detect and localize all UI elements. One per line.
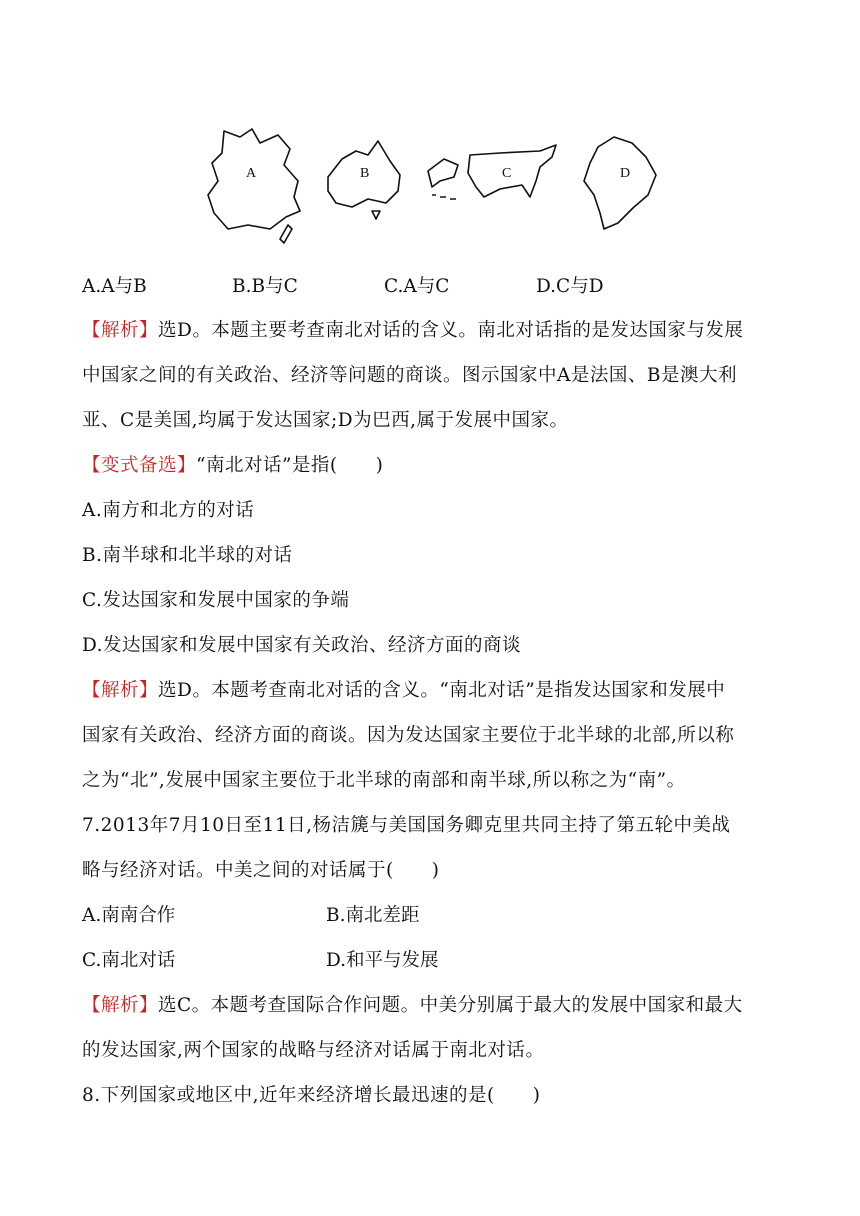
q7-analysis-line-2: 的发达国家,两个国家的战略与经济对话属于南北对话。 <box>82 1040 545 1061</box>
q8-question: 8.下列国家或地区中,近年来经济增长最迅速的是( ) <box>82 1085 541 1106</box>
q7-analysis-line-1: 【解析】选C。本题考查国际合作问题。中美分别属于最大的发展中国家和最大 <box>82 995 743 1016</box>
map-hawaii-outline <box>432 195 456 199</box>
variant-option-b: B.南半球和北半球的对话 <box>82 545 293 566</box>
map-tasmania-outline <box>372 211 380 219</box>
variant-option-c: C.发达国家和发展中国家的争端 <box>82 590 350 611</box>
variant-analysis-line-3: 之为“北”,发展中国家主要位于北半球的南部和南半球,所以称之为“南”。 <box>82 770 686 791</box>
map-label-a: A <box>246 166 257 181</box>
q6-analysis-line-2: 中国家之间的有关政治、经济等问题的商谈。图示国家中A是法国、B是澳大利 <box>82 365 737 386</box>
variant-option-d: D.发达国家和发展中国家有关政治、经济方面的商谈 <box>82 635 522 656</box>
q6-option-a: A.A与B <box>82 276 147 297</box>
q6-option-b: B.B与C <box>232 276 298 297</box>
q7-question-line-1: 7.2013年7月10日至11日,杨洁篪与美国国务卿克里共同主持了第五轮中美战 <box>82 815 731 836</box>
q7-option-c: C.南北对话 <box>82 950 176 971</box>
map-label-b: B <box>360 166 370 181</box>
q7-option-d: D.和平与发展 <box>326 950 439 971</box>
map-corsica-outline <box>280 225 292 243</box>
q7-option-a: A.南南合作 <box>82 905 176 926</box>
q7-option-b: B.南北差距 <box>326 905 420 926</box>
analysis-tag: 【解析】 <box>82 995 159 1016</box>
q6-option-c: C.A与C <box>384 276 450 297</box>
variant-option-a: A.南方和北方的对话 <box>82 500 255 521</box>
map-label-d: D <box>620 166 631 181</box>
q6-option-d: D.C与D <box>536 276 604 297</box>
map-alaska-outline <box>428 159 458 187</box>
map-usa-outline <box>468 145 556 197</box>
country-outline-maps <box>200 125 670 255</box>
variant-tag: 【变式备选】 <box>82 455 197 476</box>
q6-analysis-line-3: 亚、C是美国,均属于发达国家;D为巴西,属于发展中国家。 <box>82 410 569 431</box>
map-label-c: C <box>502 166 512 181</box>
map-brazil-outline <box>584 137 656 229</box>
q6-analysis-line-1: 【解析】选D。本题主要考查南北对话的含义。南北对话指的是发达国家与发展 <box>82 320 744 341</box>
analysis-tag: 【解析】 <box>82 320 159 341</box>
variant-analysis-line-1: 【解析】选D。本题考查南北对话的含义。“南北对话”是指发达国家和发展中 <box>82 680 726 701</box>
variant-question: 【变式备选】“南北对话”是指( ) <box>82 455 384 476</box>
q7-question-line-2: 略与经济对话。中美之间的对话属于( ) <box>82 860 440 881</box>
analysis-tag: 【解析】 <box>82 680 159 701</box>
variant-analysis-line-2: 国家有关政治、经济方面的商谈。因为发达国家主要位于北半球的北部,所以称 <box>82 725 735 746</box>
